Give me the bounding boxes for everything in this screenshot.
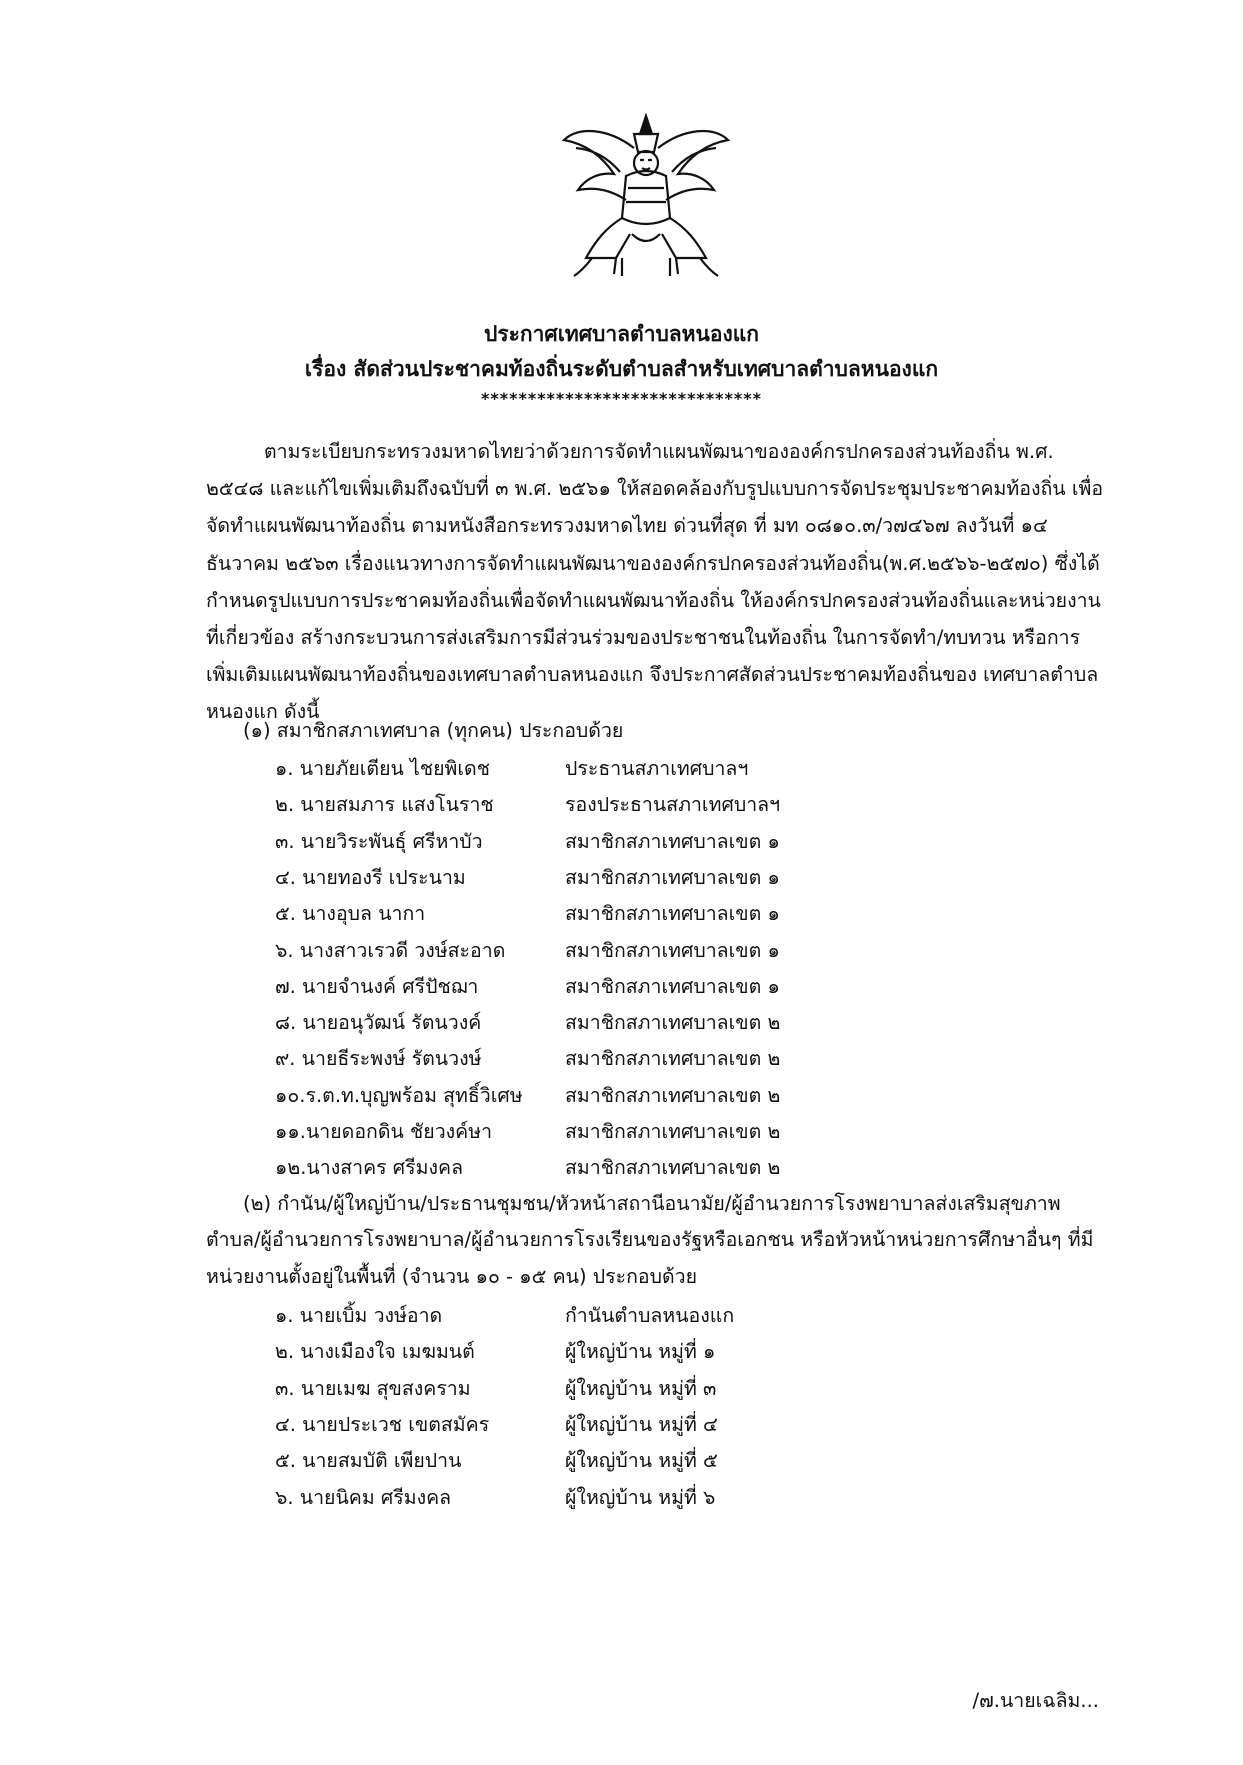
- member-name: ๑. นายเบิ้ม วงษ์อาด: [275, 1304, 443, 1327]
- member-role: ประธานสภาเทศบาลฯ: [565, 757, 749, 780]
- member-name: ๑๑.นายดอกดิน ชัยวงค์ษา: [275, 1120, 493, 1143]
- member-role: สมาชิกสภาเทศบาลเขต ๑: [565, 829, 780, 853]
- member-name: ๔. นายทองรี เประนาม: [275, 865, 466, 889]
- continuation-note: /๗.นายเฉลิม...: [972, 1689, 1099, 1712]
- member-name: ๖. นายนิคม ศรีมงคล: [275, 1485, 452, 1509]
- member-name: ๕. นายสมบัติ เพียปาน: [275, 1449, 462, 1473]
- member-name: ๑๒.นางสาคร ศรีมงคล: [275, 1156, 464, 1180]
- member-name: ๗. นายจำนงค์ ศรีปัชฌา: [275, 974, 479, 998]
- section2-line-1: (๒) กำนัน/ผู้ใหญ่บ้าน/ประธานชุมชน/หัวหน้าสถานีอนามัย/ผู้อำนวยการโรงพยาบาลส่งเสริมสุขภาพ: [243, 1192, 1061, 1215]
- member-role: สมาชิกสภาเทศบาลเขต ๑: [565, 938, 780, 962]
- member-name: ๑๐.ร.ต.ท.บุญพร้อม สุทธิ์วิเศษ: [275, 1083, 523, 1107]
- member-name: ๒. นางเมืองใจ เมฆมนต์: [275, 1340, 475, 1364]
- member-role: กำนันตำบลหนองแก: [565, 1304, 735, 1327]
- member-role: สมาชิกสภาเทศบาลเขต ๒: [565, 1011, 781, 1035]
- member-name: ๘. นายอนุวัฒน์ รัตนวงค์: [275, 1011, 482, 1035]
- member-name: ๕. นางอุบล นากา: [275, 902, 426, 926]
- member-role: ผู้ใหญ่บ้าน หมู่ที่ ๓: [565, 1376, 717, 1400]
- member-role: ผู้ใหญ่บ้าน หมู่ที่ ๔: [565, 1412, 718, 1436]
- intro-paragraph: [206, 433, 1111, 731]
- member-role: สมาชิกสภาเทศบาลเขต ๑: [565, 902, 780, 926]
- member-role: ผู้ใหญ่บ้าน หมู่ที่ ๑: [565, 1340, 716, 1364]
- member-name: ๓. นายเมฆ สุขสงคราม: [275, 1376, 471, 1400]
- member-role: สมาชิกสภาเทศบาลเขต ๑: [565, 974, 780, 998]
- member-role: สมาชิกสภาเทศบาลเขต ๒: [565, 1156, 781, 1180]
- member-role: สมาชิกสภาเทศบาลเขต ๑: [565, 865, 780, 889]
- member-name: ๖. นางสาวเรวดี วงษ์สะอาด: [275, 938, 506, 962]
- member-name: ๑. นายภัยเตียน ไชยพิเดช: [275, 757, 490, 780]
- member-name: ๓. นายวิระพันธุ์ ศรีหาบัว: [275, 829, 483, 853]
- section2-line-3: หน่วยงานตั้งอยู่ในพื้นที่ (จำนวน ๑๐ - ๑๕ คน) ประกอบด้วย: [206, 1265, 698, 1288]
- garuda-emblem-icon: [556, 108, 736, 283]
- member-name: ๔. นายประเวช เขตสมัคร: [275, 1412, 490, 1436]
- intro-paragraph-text: ตามระเบียบกระทรวงมหาดไทยว่าด้วยการจัดทำแผนพัฒนาขององค์กรปกครองส่วนท้องถิ่น พ.ศ. ๒๕๔๘ และแก้ไขเพิ่มเติมถึงฉบับที่ ๓ พ.ศ. ๒๕๖๑ ให้สอดคล้องกับรูปแบบการจัดประชุมประชาคมท้องถิ่น เพื่อจัดทำแผนพัฒนาท้องถิ่น ตามหนังสือกระทรวงมหาดไทย ด่วนที่สุด ที่ มท ๐๘๑๐.๓/ว๗๔๖๗ ลงวันที่ ๑๔ ธันวาคม ๒๕๖๓ เรื่องแนวทางการจัดทำแผนพัฒนาขององค์กรปกครองส่วนท้องถิ่น(พ.ศ.๒๕๖๖-๒๕๗๐) ซึ่งได้กำหนดรูปแบบการประชาคมท้องถิ่นเพื่อจัดทำแผนพัฒนาท้องถิ่น ให้องค์กรปกครองส่วนท้องถิ่นและหน่วยงานที่เกี่ยวข้อง สร้างกระบวนการส่งเสริมการมีส่วนร่วมของประชาชนในท้องถิ่น ในการจัดทำ/ทบทวน หรือการเพิ่มเติมแผนพัฒนาท้องถิ่นของเทศบาลตำบลหนองแก จึงประกาศสัดส่วนประชาคมท้องถิ่นของ เทศบาลตำบลหนองแก ดังนี้: [206, 440, 1104, 724]
- announcement-subject: เรื่อง สัดส่วนประชาคมท้องถิ่นระดับตำบลสำหรับเทศบาลตำบลหนองแก: [304, 357, 939, 381]
- section2-line-2: ตำบล/ผู้อำนวยการโรงพยาบาล/ผู้อำนวยการโรงเรียนของรัฐหรือเอกชน หรือหัวหน้าหน่วยการศึกษาอื่นๆ ที่มี: [206, 1228, 1094, 1251]
- member-role: รองประธานสภาเทศบาลฯ: [565, 793, 781, 817]
- section1-heading: (๑) สมาชิกสภาเทศบาล (ทุกคน) ประกอบด้วย: [243, 719, 624, 742]
- member-role: ผู้ใหญ่บ้าน หมู่ที่ ๖: [565, 1485, 716, 1509]
- member-name: ๙. นายธีระพงษ์ รัตนวงษ์: [275, 1047, 482, 1071]
- member-role: ผู้ใหญ่บ้าน หมู่ที่ ๕: [565, 1449, 718, 1473]
- separator: ******************************: [480, 389, 762, 408]
- member-name: ๒. นายสมภาร แสงโนราช: [275, 793, 494, 817]
- member-role: สมาชิกสภาเทศบาลเขต ๒: [565, 1083, 781, 1107]
- member-role: สมาชิกสภาเทศบาลเขต ๒: [565, 1120, 781, 1143]
- member-role: สมาชิกสภาเทศบาลเขต ๒: [565, 1047, 781, 1071]
- announcement-title: ประกาศเทศบาลตำบลหนองแก: [483, 322, 759, 346]
